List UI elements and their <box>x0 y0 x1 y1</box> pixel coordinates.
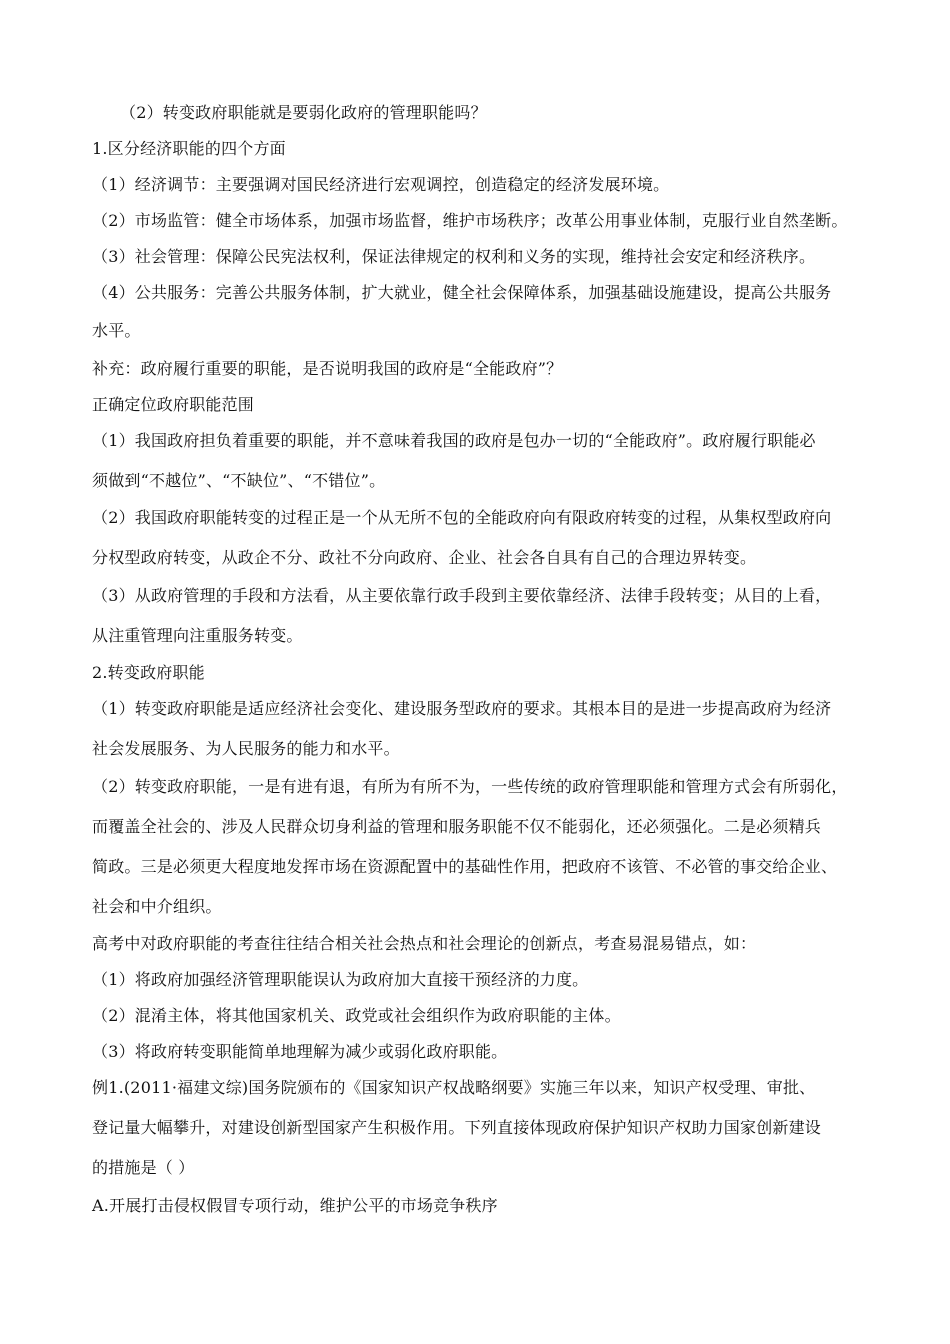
text-line: （1）将政府加强经济管理职能误认为政府加大直接干预经济的力度。 <box>92 970 589 989</box>
text-line: （2）市场监管：健全市场体系，加强市场监督，维护市场秩序；改革公用事业体制，克服行业自然垄断。 <box>92 211 848 230</box>
text-line: （1）转变政府职能是适应经济社会变化、建设服务型政府的要求。其根本目的是进一步提高政府为经济 <box>92 699 832 718</box>
option-a: A.开展打击侵权假冒专项行动，维护公平的市场竞争秩序 <box>92 1196 498 1215</box>
text-line: （4）公共服务：完善公共服务体制，扩大就业，健全社会保障体系，加强基础设施建设，提高公共服务 <box>92 283 832 302</box>
section-heading: 1.区分经济职能的四个方面 <box>92 139 286 158</box>
text-line: （2）我国政府职能转变的过程正是一个从无所不包的全能政府向有限政府转变的过程，从集权型政府向 <box>92 508 832 527</box>
text-line: （3）从政府管理的手段和方法看，从主要依靠行政手段到主要依靠经济、法律手段转变；从目的上看， <box>92 586 832 605</box>
text-line: 分权型政府转变，从政企不分、政社不分向政府、企业、社会各自具有自己的合理边界转变。 <box>92 548 757 567</box>
text-line: 高考中对政府职能的考查往往结合相关社会热点和社会理论的创新点，考查易混易错点，如： <box>92 934 757 953</box>
text-line: 社会发展服务、为人民服务的能力和水平。 <box>92 739 400 758</box>
example-line: 例1.(2011·福建文综)国务院颁布的《国家知识产权战略纲要》实施三年以来，知识产权受理、审批、 <box>92 1078 816 1097</box>
text-line: （3）将政府转变职能简单地理解为减少或弱化政府职能。 <box>92 1042 508 1061</box>
text-line: 补充：政府履行重要的职能，是否说明我国的政府是“全能政府”？ <box>92 359 563 378</box>
question-line: （2）转变政府职能就是要弱化政府的管理职能吗？ <box>120 103 487 122</box>
section-heading: 正确定位政府职能范围 <box>92 395 255 414</box>
section-heading: 2.转变政府职能 <box>92 663 205 682</box>
text-line: 社会和中介组织。 <box>92 897 222 916</box>
text-line: （1）我国政府担负着重要的职能，并不意味着我国的政府是包办一切的“全能政府”。政府履行职能必 <box>92 431 816 450</box>
text-line: 水平。 <box>92 321 141 340</box>
text-line: 须做到“不越位”、“不缺位”、“不错位”。 <box>92 471 386 490</box>
text-line: （2）转变政府职能，一是有进有退，有所为有所不为，一些传统的政府管理职能和管理方式会有所弱化， <box>92 777 848 796</box>
text-line: （1）经济调节：主要强调对国民经济进行宏观调控，创造稳定的经济发展环境。 <box>92 175 670 194</box>
example-line: 登记量大幅攀升，对建设创新型国家产生积极作用。下列直接体现政府保护知识产权助力国家创新建设 <box>92 1118 822 1137</box>
text-line: （2）混淆主体，将其他国家机关、政党或社会组织作为政府职能的主体。 <box>92 1006 621 1025</box>
text-line: 从注重管理向注重服务转变。 <box>92 626 303 645</box>
text-line: （3）社会管理：保障公民宪法权利，保证法律规定的权利和义务的实现，维持社会安定和经济秩序。 <box>92 247 816 266</box>
example-line: 的措施是（ ） <box>92 1158 195 1177</box>
text-line: 简政。三是必须更大程度地发挥市场在资源配置中的基础性作用，把政府不该管、不必管的事交给企业、 <box>92 857 838 876</box>
text-line: 而覆盖全社会的、涉及人民群众切身利益的管理和服务职能不仅不能弱化，还必须强化。二是必须精兵 <box>92 817 822 836</box>
